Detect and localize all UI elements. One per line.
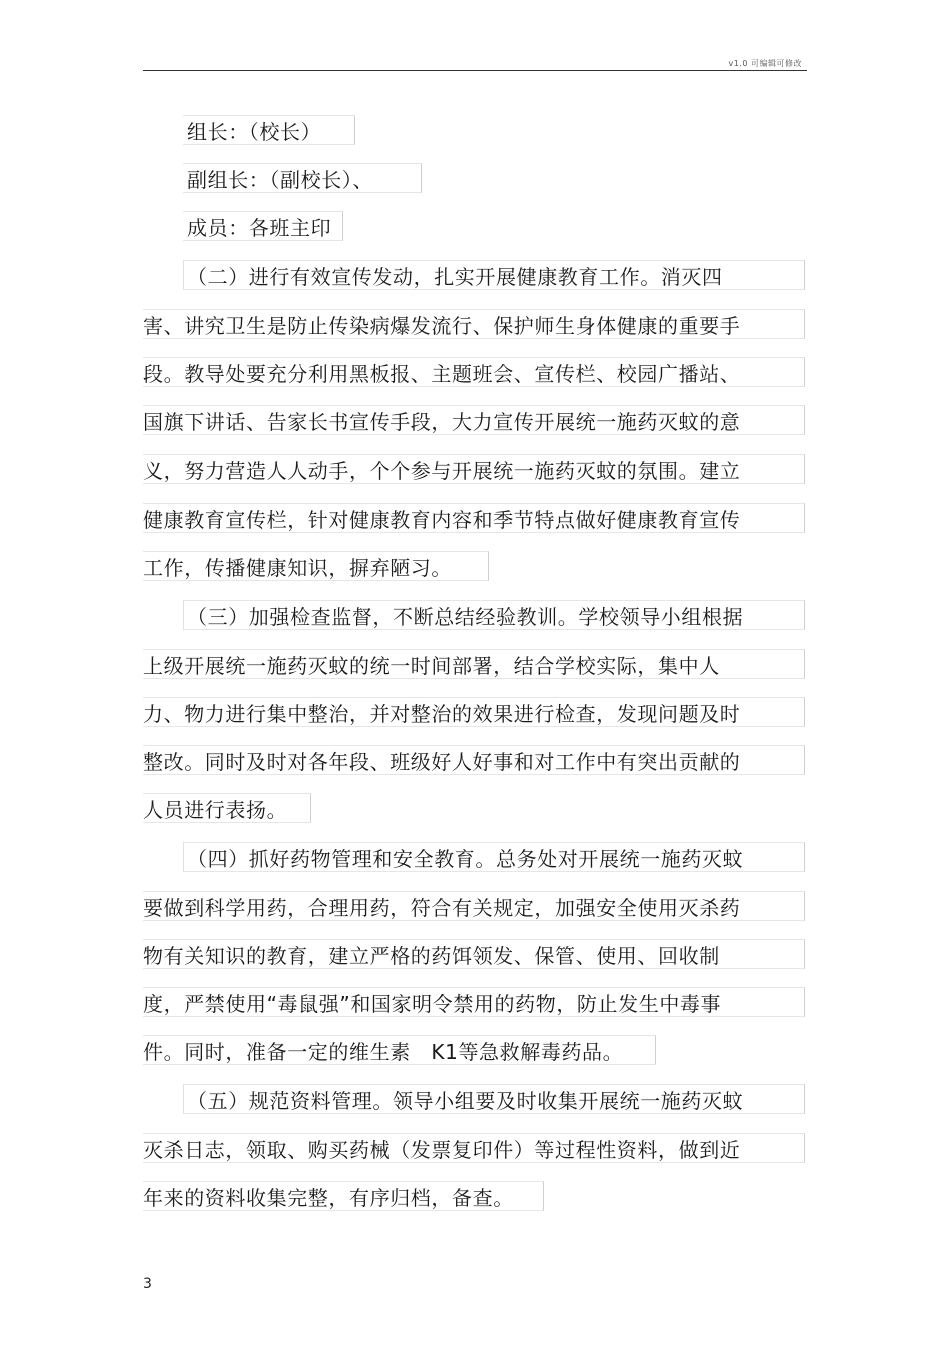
page-number: 3 (143, 1276, 152, 1292)
body-text-line: 要做到科学用药，合理用药，符合有关规定，加强安全使用灭杀药 (143, 896, 741, 920)
body-text-line: 害、讲究卫生是防止传染病爆发流行、保护师生身体健康的重要手 (143, 314, 741, 338)
body-text-line: 健康教育宣传栏，针对健康教育内容和季节特点做好健康教育宣传 (143, 508, 741, 532)
body-text-line: 人员进行表扬。 (143, 798, 288, 822)
body-text-line: （三）加强检查监督，不断总结经验教训。学校领导小组根据 (187, 605, 744, 629)
body-text-line: 组长：（校长） (187, 120, 322, 144)
body-text-line: 力、物力进行集中整治，并对整治的效果进行检查，发现问题及时 (143, 702, 741, 726)
body-text-line: 成员：各班主印 (187, 216, 332, 240)
body-text-line: 国旗下讲话、告家长书宣传手段，大力宣传开展统一施药灭蚊的意 (143, 410, 741, 434)
body-text-line: 段。教导处要充分利用黑板报、主题班会、宣传栏、校园广播站、 (143, 362, 741, 386)
header-version-label: v1.0 可编辑可修改 (728, 59, 802, 68)
body-text-line: 工作，传播健康知识，摒弃陋习。 (143, 556, 452, 580)
body-text-line: 灭杀日志，领取、购买药械（发票复印件）等过程性资料，做到近 (143, 1138, 741, 1162)
body-text-line: 件。同时，准备一定的维生素 K1等急救解毒药品。 (143, 1040, 624, 1064)
body-text-line: 年来的资料收集完整，有序归档，备查。 (143, 1186, 514, 1210)
body-text-line: 上级开展统一施药灭蚊的统一时间部署，结合学校实际，集中人 (143, 654, 720, 678)
body-text-line: （五）规范资料管理。领导小组要及时收集开展统一施药灭蚊 (187, 1089, 744, 1113)
body-text-line: （四）抓好药物管理和安全教育。总务处对开展统一施药灭蚊 (187, 847, 744, 871)
body-text-line: 度，严禁使用“毒鼠强”和国家明令禁用的药物，防止发生中毒事 (143, 992, 722, 1016)
body-text-line: （二）进行有效宣传发动，扎实开展健康教育工作。消灭四 (187, 265, 723, 289)
body-text-line: 物有关知识的教育，建立严格的药饵领发、保管、使用、回收制 (143, 944, 720, 968)
body-text-line: 义，努力营造人人动手，个个参与开展统一施药灭蚊的氛围。建立 (143, 459, 741, 483)
body-text-line: 整改。同时及时对各年段、班级好人好事和对工作中有突出贡献的 (143, 750, 741, 774)
body-text-line: 副组长：（副校长）、 (187, 168, 373, 192)
header-rule (143, 70, 807, 71)
